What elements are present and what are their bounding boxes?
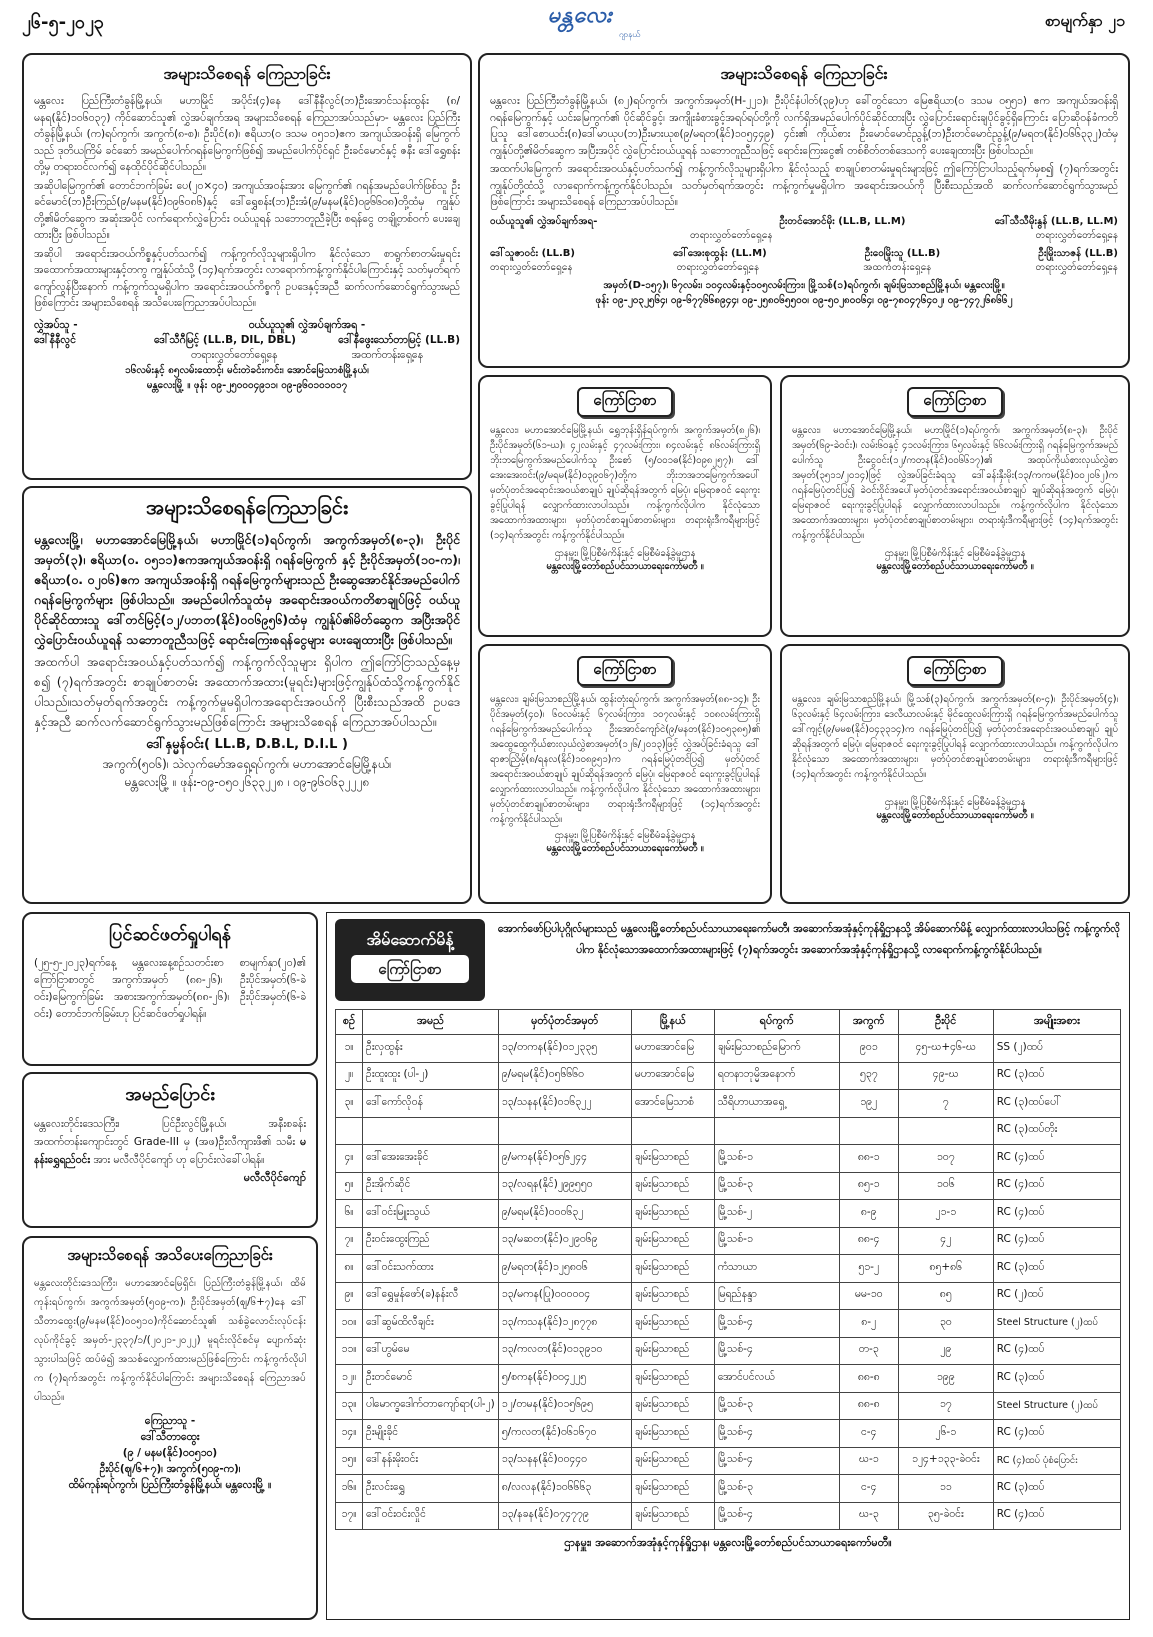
column-header: စဉ်	[336, 1010, 363, 1035]
table-cell: ၁၁။	[336, 1337, 363, 1365]
table-cell: ၁၅။	[336, 1447, 363, 1475]
table-cell: ကံသာယာ	[714, 1255, 839, 1283]
table-cell: ချမ်းမြသာစည်မြောက်	[714, 1035, 839, 1063]
assignor-name: ဒေါ်နီနီလွင်	[34, 333, 77, 346]
classified-ad-1	[478, 375, 772, 637]
announcer-id: (၉ / မနမ(နိုင်)၀၀၅၁၀)	[122, 1447, 218, 1459]
table-cell: ၈၈-၄	[839, 1227, 898, 1255]
issue-date: ၂၆-၅-၂၀၂၃	[22, 12, 104, 33]
page-number: စာမျက်နှာ ၂၁	[1044, 11, 1125, 30]
ad-footer: ဌာနမှူး၊ မြို့ပြစီမံကိန်းနှင့် မြေစီမံခန့်ခွဲမှုဌာန	[884, 797, 1026, 808]
ad-footer: မန္တလေးမြို့တော်စည်ပင်သာယာရေးကော်မတီ ။	[876, 810, 1034, 821]
table-cell: ချမ်းမြသာစည်	[631, 1310, 714, 1338]
table-cell: RC (၂)ထပ်	[993, 1282, 1120, 1310]
table-row	[336, 1200, 1121, 1228]
table-header-row	[336, 1010, 1121, 1035]
column-header: အကွက်	[839, 1010, 898, 1035]
table-cell: ၆။	[336, 1200, 363, 1228]
ad-tag: ကြော်ငြာစာ	[577, 387, 672, 417]
table-cell: ဦးမျိုးခိုင်	[363, 1420, 499, 1448]
notice-address: အမှတ်(D-၁၅၇)၊ ၆၇လမ်း၊ ၁၀၄လမ်းနှင့်၁၀၅လမ်းကြား၊ မြို့သစ်(၁)ရပ်ကွက်၊ ချမ်းမြသာစည်မြို့နယ်၊ မန္တလေးမြို့။	[603, 279, 1005, 291]
table-cell: င-၄	[839, 1475, 898, 1503]
lawyers-block	[490, 215, 1118, 275]
table-cell: RC (၄)ထပ်	[993, 1502, 1120, 1530]
lawyer-name: ဒေါ်သူဇာဝင်း (LL.B)	[490, 247, 575, 259]
table-cell: ၇	[898, 1090, 993, 1118]
table-cell: ဒေါ်ကော်လိုဝန်	[363, 1090, 499, 1118]
table-cell: RC (၃)ထပ်	[993, 1255, 1120, 1283]
table-cell: ၃၅-ခဲဝင်း	[898, 1502, 993, 1530]
notice-address: ၁၆လမ်းနှင့် ၈၅လမ်းထောင့်၊ မင်းတဲခင်းကင်း၊ အောင်မြေသာစံမြို့နယ်၊	[125, 364, 369, 376]
logo-text: မန္တလေး	[547, 2, 613, 28]
lawyer-title: တရားလွှတ်တော်ရှေ့နေ	[490, 261, 573, 273]
table-cell: ၅၃၇	[839, 1062, 898, 1090]
column-header: မှတ်ပုံတင်အမှတ်	[498, 1010, 631, 1035]
table-cell: မြို့သစ်-၄	[714, 1447, 839, 1475]
table-cell: မြို့သစ်-၄	[714, 1337, 839, 1365]
table-cell: SS (၂)ထပ်	[993, 1035, 1120, 1063]
table-cell: Steel Structure (၂)ထပ်	[993, 1392, 1120, 1420]
permit-table	[335, 1009, 1121, 1530]
table-cell: ချမ်းမြသာစည်	[631, 1172, 714, 1200]
table-cell: ၁၃/မဆတ(နိုင်)၀၂၉၀၆၉	[498, 1227, 631, 1255]
column-header: ရပ်ကွက်	[714, 1010, 839, 1035]
ad-footer: ဌာနမှူး၊ မြို့ပြစီမံကိန်းနှင့် မြေစီမံခန့်ခွဲမှုဌာန	[554, 830, 696, 841]
lawyer-title: တရားလွှတ်တော်ရှေ့နေ	[676, 261, 760, 273]
notice-paragraph: အဆိုပါမြေကွက်၏ တောင်ဘက်ခြမ်း ပေ(၂၀×၄၀) အကျယ်အဝန်းအား မြေကွက်၏ ဂရန်အမည်ပေါက်ဖြစ်သူ ဦးခင်မောင်(ဘ)ဦးကြည်(၉/မနမ(နိုင်)၀၉၆၀၈၆)နှင့် ဒေါ်ရွှေစန်း(ဘ)ဦးအံ(၉/မနမ(နိုင်)၀၉၆၆၀၈)တို့ထံမှ ကျွန်ုပ်တို့၏မိတ်ဆွေက အဆုံးအပိုင် လက်ရောက်လွှဲပြောင်း ဝယ်ယူရန် သဘောတူညီခဲ့ပြီး စရန်ငွေ တချို့တစ်ဝက် ပေးချေထားပြီး ဖြစ်ပါသည်။	[34, 179, 460, 241]
table-cell: ၁၀၇	[898, 1145, 993, 1173]
table-cell: ၁၂၄+၁၃၃-ခဲဝင်း	[898, 1447, 993, 1475]
table-cell	[336, 1117, 363, 1145]
table-row	[336, 1502, 1121, 1530]
table-cell: ဦးလင်းရွှေ	[363, 1475, 499, 1503]
ad-footer: ဌာနမှူး၊ မြို့ပြစီမံကိန်းနှင့် မြေစီမံခန့်ခွဲမှုဌာန	[554, 548, 696, 559]
table-cell: အောင်မြေသာစံ	[631, 1090, 714, 1118]
table-cell: ဦးထူးထူး (ပါ-၂)	[363, 1062, 499, 1090]
table-cell: ၁၃/လရန(နိုင်)၂၉၉၅၅၀	[498, 1172, 631, 1200]
table-row	[336, 1035, 1121, 1063]
column-header: အမျိုးအစား	[993, 1010, 1120, 1035]
lawyer-name: ဒေါ်နီဖွေးသော်တာမြင့် (LL.B)	[338, 333, 460, 346]
lawyer-title: တရားလွှတ်တော်ရှေ့နေ	[190, 348, 278, 361]
table-cell: ချမ်းမြသာစည်	[631, 1200, 714, 1228]
table-cell: ၅/ကလတ(နိုင်)၀၆၁၆၇၀	[498, 1420, 631, 1448]
table-cell: ၁၃/သနန(နိုင်)၀၀၄၄၀	[498, 1447, 631, 1475]
table-row	[336, 1392, 1121, 1420]
notice-address: မန္တလေးမြို့ ။ ဖုန်း-၀၉-၀၅၀၂၆၃၃၂၂၈ ၊ ၀၉-၉၆၀၆၃၂၂၂၈	[124, 775, 370, 789]
lawyer-title: တရားလွှတ်တော်ရှေ့နေ	[690, 229, 773, 241]
table-cell: ဦးတင်မောင်	[363, 1365, 499, 1393]
table-cell: မြို့သစ်-၃	[714, 1475, 839, 1503]
table-cell: ချမ်းမြသာစည်	[631, 1227, 714, 1255]
table-cell: ဃ-၃	[839, 1502, 898, 1530]
table-cell: ဃ-၁	[839, 1447, 898, 1475]
table-cell: ရတနာဘုမ္မိအနောက်	[714, 1062, 839, 1090]
ad-text: မန္တလေး၊ မဟာအောင်မြေမြို့နယ်၊ မဟာမြိုင်(၁)ရပ်ကွက်၊ အကွက်အမှတ်(၈-၃)၊ ဦးပိုင်အမှတ်(၆၉-ခဲဝင်း)၊ လမ်း၆၀နှင့် ၄၁လမ်းကြား၊ ၆၅လမ်းနှင့် ၆၆လမ်းကြားရှိ ဂရန်မြေကွက်အမည်ပေါက်သူ ဦးငွေဝင်း(၁၂/ကတန(နိုင်)၀၀၆၆၁၇)၏ အထုပ်ကိုယ်စားလှယ်လွှဲစာအမှတ်(၃၅၁၁/၂၀၁၄)ဖြင့် လွှဲအပ်ခြင်းခံရသူ ဒေါ်ခန်းနှီးမိုး(၁၃/ကကမ(နိုင်)၀၀၂၀၆၂)က ဂရန်မြေပုံတင်ပြ၍ ခဲဝင်းဝိုင်အပေါ်မှတ်ပုံတင်အရောင်းအဝယ်စာချုပ် ချုပ်ဆိုရန်အတွက် မြေပုံ၊ မြေရာဇဝင် ရေးကူးခွင့်ပြုပါရန် လျှောက်ထားလာပါသည်။ ကန့်ကွက်လိုပါက နိုင်လုံသော အထောက်အထားများ၊ မှတ်ပုံတင်စာချုပ်စာတမ်းများ၊ တရားရုံးဒီကရီများဖြင့် (၁၄)ရက်အတွင်း ကန့်ကွက်နိုင်ပါသည်။	[792, 425, 1118, 541]
lawyer-title: တရားလွှတ်တော်ရှေ့နေ	[1035, 261, 1118, 273]
table-cell: ၁၇	[898, 1392, 993, 1420]
table-cell: ၅၁-၂	[839, 1255, 898, 1283]
table-cell: မြို့သစ်-၁	[714, 1227, 839, 1255]
signature-block	[34, 318, 460, 363]
table-cell: RC (၄)ထပ် ပုံစံပြောင်း	[993, 1447, 1120, 1475]
table-cell: တ-၃	[839, 1337, 898, 1365]
table-cell: ချမ်းမြသာစည်	[631, 1502, 714, 1530]
table-cell: ၉/မရမ(နိုင်)၀၅၆၆၆၀	[498, 1062, 631, 1090]
permit-tag-line-2: ကြော်ငြာစာ	[351, 955, 469, 983]
table-cell: ဒေါ်ဝင်းသက်ထား	[363, 1255, 499, 1283]
notice-paragraph: မန္တလေး ပြည်ကြီးတံခွန်မြို့နယ်၊ မဟာမြိုင် အပိုင်း(၄)နေ ဒေါ်နီနီလွင်(ဘ)ဦးအောင်သန်းထွန်း (၈/မနရ(နိုင်)၁၀၆၀၃၇) ကိုင်ဆောင်သူ၏ လွှဲအပ်ချက်အရ အများသိစေရန် ကြေညာအပ်သည်မှာ- မန္တလေး ပြည်ကြီးတံခွန်မြို့နယ်၊ (က)ရပ်ကွက်၊ အကွက်(၈-စ)၊ ဦးပိုင်(၈)၊ ဧရိယာ(၀ ဒသမ ၀၅၁၁)ဧက အကျယ်အဝန်းရှိ မြေကွက်သည် ဒုတိယကြိမ် ခင်ဆော် အမည်ပေါက်ဂရန်မြေကွက်ဖြစ်၍ အမည်ပေါက်ပိုင်ရှင် ဦးခင်မောင်နှင့် ဇနီး ဒေါ်ရွှေစန်းတို့မှ တရားဝင်လက်၍ နေထိုင်ပိုင်ဆိုင်ပါသည်။	[34, 95, 460, 173]
table-cell: မြို့သစ်-၂	[714, 1200, 839, 1228]
notice-text: မန္တလေးတိုင်းဒေသကြီး၊ မဟာအောင်မြေရှိင်၊ ပြည်ကြီးတံခွန်မြို့နယ်၊ ထိမ်ကုန်းရပ်ကွက်၊ အကွက်အမှတ်(၅၀၉-က)၊ ဦးပိုင်အမှတ်(ဈ/၆+၇)နေ ဒေါ်သီတာထွေး(၉/မနမ(နိုင်)၀၀၅၁၀)ကိုင်ဆောင်သူ၏ သစ်ခွဲလောင်းလုပ်ငန်းလုပ်ကိုင်ခွင့် အမှတ်-၂၃၃၇/၁/(၂၀၂၁-၂၀၂၂) မူရင်းလိုင်စင်မှ ပျောက်ဆုံးသွားပါသဖြင့် ထပ်မံ၍ အသစ်လျှောက်ထားမည်ဖြစ်ကြောင်း ကန့်ကွက်လိုပါက (၇)ရက်အတွင်း ကန့်ကွက်နိုင်ပါကြောင်း အများသိစေရန် ကြေညာအပ်ပါသည်။	[34, 1278, 306, 1403]
ad-footer: မန္တလေးမြို့တော်စည်ပင်သာယာရေးကော်မတီ ။	[876, 561, 1034, 572]
table-cell: ၈၅-၁	[839, 1172, 898, 1200]
legal-notice-4	[22, 1236, 318, 1620]
table-cell: ၈၅+၈၆	[898, 1255, 993, 1283]
table-cell: RC (၃)ထပ်	[993, 1475, 1120, 1503]
classified-ad-4	[780, 644, 1130, 904]
building-permit-notice	[326, 912, 1130, 1620]
table-cell: ၁၃/မကန(ပြု)၀၀၀၀၀၄	[498, 1282, 631, 1310]
table-cell: Steel Structure (၂)ထပ်	[993, 1310, 1120, 1338]
table-cell: ၄၉-ဃ	[898, 1062, 993, 1090]
buyer-label: ဝယ်ယူသူ၏ လွှဲအပ်ချက်အရ -	[248, 318, 366, 331]
announcer-address: ဦးပိုင်(ဈ/၆+၇)၊ အကွက်(၅၀၉-က)၊	[99, 1463, 241, 1475]
table-cell: ဦးဝင်းထွေးကြည်	[363, 1227, 499, 1255]
classified-ad-3	[478, 644, 772, 904]
table-cell: ၁၃/နခန(နိုင်)၀၇၄၇၇၉	[498, 1502, 631, 1530]
lawyer-name: ဦးဝေမြိုးသူ (LL.B)	[864, 247, 941, 259]
table-cell: ၁၉၉	[898, 1365, 993, 1393]
table-cell: ဒေါ်ဝင်းဝင်းလှိုင်	[363, 1502, 499, 1530]
table-cell: RC (၃)ထပ်	[993, 1365, 1120, 1393]
table-cell: ၈၈-၁	[839, 1145, 898, 1173]
table-cell: ၅/စကန(နိုင်)၀၀၄၂၂၅	[498, 1365, 631, 1393]
table-cell: ဒေါ်နန်းမိုးဝင်း	[363, 1447, 499, 1475]
table-cell: သီရိဟာယာအရှေ့	[714, 1090, 839, 1118]
table-cell: ၄၅-ဃ+၄၆-ဃ	[898, 1035, 993, 1063]
ad-tag: ကြော်ငြာစာ	[907, 656, 1002, 686]
table-cell: ၂။	[336, 1062, 363, 1090]
lawyer-name: ဒေါ်သီဂီမြင့် (LL.B, DIL, DBL)	[154, 333, 296, 346]
ad-footer: မန္တလေးမြို့တော်စည်ပင်သာယာရေးကော်မတီ ။	[546, 843, 704, 854]
table-cell: ချမ်းမြသာစည်	[631, 1282, 714, 1310]
notice-paragraph: မန္တလေးမြို့၊ မဟာအောင်မြေမြို့နယ်၊ မဟာမြိုင်(၁)ရပ်ကွက်၊ အကွက်အမှတ်(၈-၃)၊ ဦးပိုင်အမှတ်(၃)၊ ဧရိယာ(၀. ၀၅၁၁)ဧကအကျယ်အဝန်းရှိ ဂရန်မြေကွက် နှင့် ဦးပိုင်အမှတ်(၁၀-က)၊ ဧရိယာ(၀. ၀၂၀၆)ဧက အကျယ်အဝန်းရှိ ဂရန်မြေကွက်များသည် ဦးဆွေအောင်နိုင်အမည်ပေါက် ဂရန်မြေကွက်များ ဖြစ်ပါသည်။ အမည်ပေါက်သူထံမှ အရောင်းအဝယ်ကတိစာချုပ်ဖြင့် ဝယ်ယူပိုင်ဆိုင်ထားသူ ဒေါ်တင်မြင့်(၁၂/ပဘတ(နိုင်)၀၀၆၉၅၆)ထံမှ ကျွန်ုပ်၏မိတ်ဆွေက အပြီးအပိုင် လွှဲပြောင်းဝယ်ယူရန် သဘောတူညီသဖြင့် ရောင်းကြေးစရန်ငွေများ ပေးချေထားပြီး ဖြစ်ပါသည်။	[34, 532, 460, 647]
table-cell: ၁၃/ကလတ(နိုင်)၀၁၃၉၁၀	[498, 1337, 631, 1365]
permit-intro: အောက်ဖော်ပြပါပုဂ္ဂိုလ်များသည် မန္တလေးမြို့တော်စည်ပင်သာယာရေးကော်မတီ၊ အဆောက်အအုံနှင့်ကုန်ရှိုဌာနသို့ အိမ်ဆောက်မိန့် လျှောက်ထားလာပါသဖြင့် ကန့်ကွက်လိုပါက နိုင်လုံသောအထောက်အထားများဖြင့် (၇)ရက်အတွင်း အဆောက်အအုံနှင့်ကုန်ရှိုဌာနသို့ လာရောက်ကန့်ကွက်နိုင်ပါသည်။	[497, 923, 1121, 956]
notice-title: အမည်ပြောင်း	[125, 1084, 215, 1105]
table-cell: င-၄	[839, 1420, 898, 1448]
table-cell: ၈-၉	[839, 1200, 898, 1228]
table-cell: RC (၄)ထပ်	[993, 1227, 1120, 1255]
table-cell: ချမ်းမြသာစည်	[631, 1145, 714, 1173]
name-change-notice	[22, 1072, 318, 1228]
table-cell	[839, 1117, 898, 1145]
notice-address: မန္တလေးမြို့ ။ ဖုန်း ၀၉-၂၅၀၀၀၄၉၁၁၊ ၀၉-၉၆၀၁၀၁၀၁၇	[146, 379, 348, 391]
signature-block	[34, 1413, 306, 1493]
table-cell	[631, 1117, 714, 1145]
announcer-name: ဒေါ်သီတာထွေး	[140, 1431, 200, 1443]
masthead-logo	[520, 0, 640, 44]
table-cell: ၈၈-၈	[839, 1365, 898, 1393]
ad-footer: မန္တလေးမြို့တော်စည်ပင်သာယာရေးကော်မတီ ။	[546, 561, 704, 572]
table-cell: ၂၉	[898, 1337, 993, 1365]
table-cell: မြို့သစ်-၄	[714, 1420, 839, 1448]
table-cell: RC (၄)ထပ်	[993, 1200, 1120, 1228]
name-change-text: အား မလီလီပိုင်ကျော် ဟု ပြောင်းလဲခေါ်ပါရန်။	[90, 1154, 265, 1166]
notice-text	[34, 1115, 306, 1169]
table-cell: RC (၃)ထပ်တိုး	[993, 1117, 1120, 1145]
lawyer-title: အထက်တန်းရှေ့နေ	[351, 348, 424, 361]
table-row	[336, 1117, 1121, 1145]
table-cell: မဟာအောင်မြေ	[631, 1062, 714, 1090]
table-row	[336, 1420, 1121, 1448]
notice-paragraph: မန္တလေး ပြည်ကြီးတံခွန်မြို့နယ်၊ (၈၂)ရပ်ကွက်၊ အကွက်အမှတ်(H-၂၂၁)၊ ဦးပိုင်နံပါတ်(၃၉)ဟု ခေါ်တွင်သော မြေဧရိယာ(၀ ဒသမ ၀၅၅၁) ဧက အကျယ်အဝန်းရှိ ဂရန်မြေကွက်နှင့် ယင်းမြေကွက်၏ ပိုင်ဆိုင်ခွင့်၊ အကျိုးခံစားခွင့်အရပ်ရပ်တို့ကို လက်ရှိအမည်ပေါက်ပိုင်ဆိုင်ထားပြီး လွှဲပြောင်းရောင်းချပိုင်ခွင့်ရှိကြောင်း ပြောဆိုဝန်ခံကတိပြုသူ ဒေါ်စောယင်း(၈)ဒေါ်မာယုပ(ဘ)ဦးမားယုစ(၉/မရတ(နိုင်)၁၀၅၄၄၉) ၄င်း၏ ကိုယ်စား ဦးမောင်မောင်ညွန့်(ဘ)ဦးတင်မောင်ညွန့်(၉/မရတ(နိုင်)၀၆၆၃၃၂)ထံမှ ကျွန်ုပ်တို့၏မိတ်ဆွေက အပြီးအပိုင် လွှဲပြောင်းဝယ်ယူရန် သဘောတူညီသဖြင့် ရောင်းကြေးငွေ၏ တစ်စိတ်တစ်ဒေသကို ပေးချေထားပြီး ဖြစ်ပါသည်။	[490, 95, 1118, 157]
notice-paragraph: အထက်ပါမြေကွက် အရောင်းအဝယ်နှင့်ပတ်သက်၍ ကန့်ကွက်လိုသူများရှိပါက နိုင်လုံသည့် စာချုပ်စာတမ်းမှုရင်းများဖြင့် ဤကြော်ငြာပါသည့်ရက်မှစ၍ (၇)ရက်အတွင်း ကျွန်ုပ်တို့ထံသို့ လာရောက်ကန့်ကွက်နိုင်ပါသည်။ သတ်မှတ်ရက်အတွင်း ကန့်ကွက်မှုမရှိပါက အရောင်းအဝယ်ကို ပြီးစီးသည်အထိ ဆက်လက်ဆောင်ရွက်သွားမည်ဖြစ်ကြောင်း အများသိစေရန် ကြေညာအပ်ပါသည်။	[490, 163, 1118, 208]
notice-title: အများသိစေရန် ကြေညာခြင်း	[720, 64, 888, 83]
lawyer-name: ဦးတင်အောင်မိုး (LL.B, LL.M)	[779, 215, 906, 227]
table-cell: ၂၆-၁	[898, 1420, 993, 1448]
table-cell: ချမ်းမြသာစည်	[631, 1365, 714, 1393]
lawyer-title: တရားလွှတ်တော်ရှေ့နေ	[1035, 229, 1118, 241]
notice-phones: ဖုန်း ၀၉-၂၀၃၂၅၆၄၊ ၀၉-၆၇၇၆၆၈၉၄၄၊ ၀၉-၂၅၈၀၆၅၅၀၀၊ ၀၉-၅၀၂၈၀၀၆၄၊ ၀၉-၇၈၀၄၇၆၄၀၂၊ ၀၉-၇၄၇၂၆၈၆၆၂	[595, 294, 1013, 306]
permit-tag-line-1: အိမ်ဆောက်မိန့်	[366, 930, 454, 949]
table-cell: ချမ်းမြသာစည်	[631, 1475, 714, 1503]
name-change-text: မန္တလေးတိုင်းဒေသကြီး၊ ပြင်ဦးလွင်မြို့နယ်၊ အနီးစခန်း အထက်တန်းကျောင်းတွင် Grade-III မှ (အဖ)ဦးလီကျားဖီ၏ သမီး	[34, 1118, 306, 1148]
table-cell: မဟာအောင်မြေ	[631, 1035, 714, 1063]
table-row	[336, 1475, 1121, 1503]
table-row	[336, 1145, 1121, 1173]
table-cell: ၈-၂	[839, 1310, 898, 1338]
table-cell: ၁၂/တမန(နိုင်)၀၁၅၆၉၅	[498, 1392, 631, 1420]
table-cell: မြို့သစ်-၃	[714, 1172, 839, 1200]
table-cell: ချမ်းမြသာစည်	[631, 1447, 714, 1475]
correction-notice	[22, 912, 318, 1066]
table-cell: ၄၂	[898, 1227, 993, 1255]
table-cell: ၁၉၂	[839, 1090, 898, 1118]
table-cell: ၉/မကန(နိုင်)၀၅၆၂၄၄	[498, 1145, 631, 1173]
signature: မလီလီပိုင်ကျော်	[243, 1171, 306, 1184]
table-row	[336, 1062, 1121, 1090]
table-cell: ၅။	[336, 1172, 363, 1200]
table-row	[336, 1365, 1121, 1393]
table-cell: ဦးအိုက်ဆိုင်	[363, 1172, 499, 1200]
table-cell: ၁၀။	[336, 1310, 363, 1338]
table-cell: ပါမောက္ခဒေါက်တာကျော်ရာ(ပါ-၂)	[363, 1392, 499, 1420]
table-cell: ၉/မရမ(နိုင်)၀၀၀၆၃၂	[498, 1200, 631, 1228]
table-cell: ချမ်းမြသာစည်	[631, 1392, 714, 1420]
notice-title: အများသိစေရန် အသိပေးကြေညာခြင်း	[67, 1246, 273, 1264]
table-cell: မြို့သစ်-၄	[714, 1310, 839, 1338]
table-cell	[363, 1117, 499, 1145]
permit-footer: ဌာနမှူး၊ အဆောက်အအုံနှင့်ကုန်ရှိုဌာန၊ မန္တလေးမြို့တော်စည်ပင်သာယာရေးကော်မတီ။	[564, 1536, 892, 1549]
announcer-address: ထိမ်ကုန်းရပ်ကွက်၊ ပြည်ကြီးတံခွန်မြို့နယ်၊ မန္တလေးမြို့ ။	[68, 1479, 272, 1491]
notice-title: ပြင်ဆင်ဖတ်ရှုပါရန်	[109, 924, 231, 945]
notice-title: အများသိစေရန် ကြေညာခြင်း	[163, 64, 331, 83]
table-cell: ဒေါ်ဆွမ်ထိလီချင်း	[363, 1310, 499, 1338]
lawyer-name: ဒေါ်နှမ္မန်ဝင်း( LL.B, D.B.L, D.I.L )	[146, 737, 348, 752]
legal-notice-1	[22, 53, 472, 480]
table-cell: မြို့သစ်-၁	[714, 1145, 839, 1173]
buyer-label: ဝယ်ယူသူ၏ လွှဲအပ်ချက်အရ-	[490, 215, 598, 227]
column-header: အမည်	[363, 1010, 499, 1035]
table-cell: ၈၈-၈	[839, 1392, 898, 1420]
lawyer-title: အထက်တန်းရှေ့နေ	[863, 261, 932, 273]
table-cell: ချမ်းမြသာစည်	[631, 1255, 714, 1283]
table-cell: RC (၃)ထပ်ပေါ်	[993, 1090, 1120, 1118]
lawyer-name: ဒေါ်အေးစုထွန်း (LL.M)	[673, 247, 767, 259]
table-cell: ၂၁-၁	[898, 1200, 993, 1228]
table-row	[336, 1172, 1121, 1200]
table-cell: ၁၃/သနန(နိုင်)၀၁၆၃၂၂	[498, 1090, 631, 1118]
permit-tag	[335, 919, 485, 1001]
ad-text: မန္တလေး၊ မဟာအောင်မြေမြို့နယ်၊ ရွှေဘုန်းရှိန်ရပ်ကွက်၊ အကွက်အမှတ်(၈၂၆)၊ ဦးပိုင်အမှတ်(၆၁-ဃ)၊ ၄၂လမ်းနှင့် ၄၇လမ်းကြား၊ ၈၄လမ်းနှင့် ၈၆လမ်းကြားရှိ ဘိုးဘမြေကွက်အမည်ပေါက်သူ ဦးစော် (၅/၀၀၁ဓ(နိုင်)၀၉၈၂၅၇)၊ ဒေါ်အေးအေးဝင်း(၉/မရမ(နိုင်)၀၃၉၀၆၇)တို့က ဘိုးဘအဘမြေကွက်အပေါ် မှတ်ပုံတင်အရောင်းအဝယ်စာချုပ် ချုပ်ဆိုရန်အတွက် မြေပုံ၊ မြေရာဇဝင် ရေးကူးခွင့်ပြုပါရန် လျှောက်ထားလာပါသည်။ ကန့်ကွက်လိုပါက နိုင်လုံသော အထောက်အထားများ၊ မှတ်ပုံတင်စာချုပ်စာတမ်းများ၊ တရားရုံးဒီကရီများဖြင့် (၁၄)ရက်အတွင်း ကန့်ကွက်နိုင်ပါသည်။	[490, 425, 760, 541]
table-cell: ၁၁	[898, 1475, 993, 1503]
classified-ad-2	[780, 375, 1130, 637]
column-header: ဦးပိုင်	[898, 1010, 993, 1035]
table-cell: မြို့သစ်-၃	[714, 1392, 839, 1420]
table-cell: RC (၄)ထပ်	[993, 1145, 1120, 1173]
permit-table-body	[336, 1035, 1121, 1530]
notice-address: အကွက်(၅၀၆)၊ သဲလှက်မော်အရှေ့ရပ်ကွက်၊ မဟာအောင်မြေမြို့နယ်၊	[102, 757, 392, 771]
table-cell: မြို့သစ်-၄	[714, 1502, 839, 1530]
table-cell: ၁၀၆	[898, 1172, 993, 1200]
table-cell: ၄။	[336, 1145, 363, 1173]
table-cell: RC (၄)ထပ်	[993, 1420, 1120, 1448]
ad-text: မန္တလေး၊ ချမ်းမြသာစည်မြို့နယ်၊ မြို့သစ်(၃)ရပ်ကွက်၊ အကွက်အမှတ်(၈-၄)၊ ဦးပိုင်အမှတ်(၄)၊ ၆၃လမ်းနှင့် ၆၄လမ်းကြား၊ ဒေလီယာလမ်းနှင့် မိုင်ထွေလမ်းကြားရှိ ဂရန်မြေကွက်အမည်ပေါက်သူ ဒေါ်ကျင့်(၉/မမစ(နိုင်)၀၄၃၃၁၄)က ဂရန်မြေပုံတင်ပြ၍ မှတ်ပုံတင်အရောင်းအဝယ်စာချုပ် ချုပ်ဆိုရန်အတွက် မြေပုံ၊ မြေရာဇဝင် ရေးကူးခွင့်ပြုပါရန် လျှောက်ထားလာပါသည်။ ကန့်ကွက်လိုပါက နိုင်လုံသော အထောက်အထားများ၊ မှတ်ပုံတင်စာချုပ်စာတမ်းများ၊ တရားရုံးဒီကရီများဖြင့် (၁၄)ရက်အတွင်း ကန့်ကွက်နိုင်ပါသည်။	[792, 694, 1118, 780]
table-cell: ၈။	[336, 1255, 363, 1283]
notice-paragraph: အထက်ပါ အရောင်းအဝယ်နှင့်ပတ်သက်၍ ကန့်ကွက်လိုသူများ ရှိပါက ဤကြော်ငြာသည့်နေ့မှစ၍ (၇)ရက်အတွင်း စာချုပ်စာတမ်း အထောက်အထား(မူရင်း)များဖြင့်ကျွန်ုပ်ထံသို့ကန့်ကွက်နိုင်ပါသည်။သတ်မှတ်ရက်အတွင်း ကန့်ကွက်မှုမရှိပါကအရောင်းအဝယ်ကို ပြီးစီးသည်အထိ ဥပဒေနှင့်အညီ ဆက်လက်ဆောင်ရွက်သွားမည်ဖြစ်ကြောင်း အများသိစေရန် ကြေညာအပ်ပါသည်။	[34, 654, 460, 729]
announcer-label: ကြေညာသူ -	[144, 1415, 196, 1427]
table-cell: ဒေါ်အေးအေးခိုင်	[363, 1145, 499, 1173]
logo-subtext: ဂျာနယ်	[618, 30, 640, 39]
lawyer-name: ဦးမြိုးသာဇန် (LL.B)	[1038, 247, 1118, 259]
table-row	[336, 1227, 1121, 1255]
table-cell: ချမ်းမြသာစည်	[631, 1337, 714, 1365]
table-row	[336, 1310, 1121, 1338]
table-row	[336, 1255, 1121, 1283]
table-cell: ၁၇။	[336, 1502, 363, 1530]
table-cell: ၇။	[336, 1227, 363, 1255]
ad-text: မန္တလေး၊ ချမ်းမြသာစည်မြို့နယ်၊ ထွန်းတုံးရပ်ကွက်၊ အကွက်အမှတ်(၈၈-၁၄)၊ ဦးပိုင်အမှတ်(၄၀)၊ ၆၀လမ်းနှင့် ၆၇လမ်းကြား၊ ၁၀၇လမ်းနှင့် ၁၀၈လမ်းကြားရှိ ဂရန်မြေကွက်အမည်ပေါက်သူ ဦးအောင်ကျော်ငဲ(၉/မနတ(နိုင်)၁၀၅၃၈၅)၏ အထွေထွေကိုယ်စားလှယ်လွှဲစာအမှတ်(၁၂၆/၂၀၁၃)ဖြင့် လွှဲအပ်ခြင်းခံရသူ ဒေါ်ရာဇာညြိမ့်(၈/ရနလ(နိုင်)၁၀၈၉၅၁)က ဂရန်မြေပုံတင်ပြ၍ မှတ်ပုံတင်အရောင်းအဝယ်စာချုပ် ချုပ်ဆိုရန်အတွက် မြေပုံ၊ မြေရာဇဝင် ရေးကူးခွင့်ပြုပါရန် လျှောက်ထားလာပါသည်။ ကန့်ကွက်လိုပါက နိုင်လုံသော အထောက်အထားများ၊ မှတ်ပုံတင်စာချုပ်စာတမ်းများ၊ တရားရုံးဒီကရီများဖြင့် (၁၄)ရက်အတွင်း ကန့်ကွက်နိုင်ပါသည်။	[490, 694, 760, 825]
table-cell: RC (၃)ထပ်	[993, 1062, 1120, 1090]
table-row	[336, 1447, 1121, 1475]
table-cell: ဦးလှထွန်း	[363, 1035, 499, 1063]
table-row	[336, 1090, 1121, 1118]
page-header	[0, 0, 1153, 48]
table-cell: အောင်ပင်လယ်	[714, 1365, 839, 1393]
legal-notice-2	[478, 53, 1130, 368]
assignor-label: လွှဲအပ်သူ -	[34, 318, 78, 331]
column-header: မြို့နယ်	[631, 1010, 714, 1035]
notice-title: အများသိစေရန်ကြေညာခြင်း	[145, 495, 349, 519]
table-cell: မြရည်နန္ဒာ	[714, 1282, 839, 1310]
lawyer-name: ဒေါ်သီသီမိုးနွန် (LL.B, LL.M)	[994, 215, 1118, 227]
table-cell: ၁၆။	[336, 1475, 363, 1503]
table-cell: ၁၂။	[336, 1365, 363, 1393]
table-cell: ၈/လလန(နိုင်)၁၀၆၆၆၃	[498, 1475, 631, 1503]
table-cell	[498, 1117, 631, 1145]
table-cell: ၉/မရတ(နိုင်)၁၂၅၈၀၆	[498, 1255, 631, 1283]
table-cell: RC (၄)ထပ်	[993, 1172, 1120, 1200]
old-name: မနန်းရွှေရည်ဝင်း	[34, 1136, 306, 1166]
table-cell: ဒေါ်ဝင်းမြူးသွယ်	[363, 1200, 499, 1228]
ad-tag: ကြော်ငြာစာ	[577, 656, 672, 686]
notice-paragraph: အဆိုပါ အရောင်းအဝယ်ကိစ္စနှင့်ပတ်သက်၍ ကန့်ကွက်လိုသူများရှိပါက နိုင်လုံသော စာရွက်စာတမ်းမှုရင်း အထောက်အထားများနှင့်တကွ ကျွန်ုပ်ထံသို့ (၁၄)ရက်အတွင်း လာရောက်ကန့်ကွက်နိုင်ပါကြောင်းနှင့် သတ်မှတ်ရက်ကျော်လွန်ပြီးနောက် ကန့်ကွက်သူမရှိပါက အရောင်းအဝယ်ကိစ္စကို ဥပဒေနှင့်အညီ ဆက်လက်ဆောင်ရွက်သွားမည်ဖြစ်ကြောင်း အများသိစေရန် အသိပေးကြေညာအပ်ပါသည်။	[34, 247, 460, 309]
table-cell: RC (၄)ထပ်	[993, 1337, 1120, 1365]
table-cell: ၁။	[336, 1035, 363, 1063]
table-row	[336, 1282, 1121, 1310]
ad-footer: ဌာနမှူး၊ မြို့ပြစီမံကိန်းနှင့် မြေစီမံခန့်ခွဲမှုဌာန	[884, 548, 1026, 559]
table-row	[336, 1337, 1121, 1365]
table-cell: ၈၅	[898, 1282, 993, 1310]
table-cell: ၁၃/တကန(နိုင်)၀၁၂၃၃၅	[498, 1035, 631, 1063]
table-cell: ၉။	[336, 1282, 363, 1310]
table-cell: ၃။	[336, 1090, 363, 1118]
table-cell: မမ-၁၀	[839, 1282, 898, 1310]
table-cell: ၃၀	[898, 1310, 993, 1338]
table-cell	[714, 1117, 839, 1145]
notice-text: (၂၅-၅-၂၀၂၃)ရက်နေ့ မန္တလေးနေ့စဉ်သတင်းစာ စာမျက်နှာ(၂၀)၏ ကြော်ငြာစာတွင် အကွက်အမှတ် (၈၈-၂၆)၊ ဦးပိုင်အမှတ်(၆-ခဲဝင်း)မြေကွက်ခြမ်း အစားအကွက်အမှတ်(၈၈-၂၆)၊ ဦးပိုင်အမှတ်(၆-ခဲဝင်း) တောင်ဘက်ခြမ်းဟု ပြင်ဆင်ဖတ်ရှုပါရန်။	[34, 957, 306, 1020]
table-cell: ဒေါ်ရွှေမှုန်ဖော်(ခ)နန်းလီ	[363, 1282, 499, 1310]
table-cell: ၁၄။	[336, 1420, 363, 1448]
table-cell: ၁၃။	[336, 1392, 363, 1420]
table-cell: ဒေါ်ဟွမ်မေ	[363, 1337, 499, 1365]
table-cell: ချမ်းမြသာစည်	[631, 1420, 714, 1448]
legal-notice-3	[22, 486, 472, 904]
table-cell	[898, 1117, 993, 1145]
table-cell: ၉၀၁	[839, 1035, 898, 1063]
table-cell: ၁၃/ကသန(နိုင်)၁၂၈၇၇၈	[498, 1310, 631, 1338]
ad-tag: ကြော်ငြာစာ	[907, 387, 1002, 417]
